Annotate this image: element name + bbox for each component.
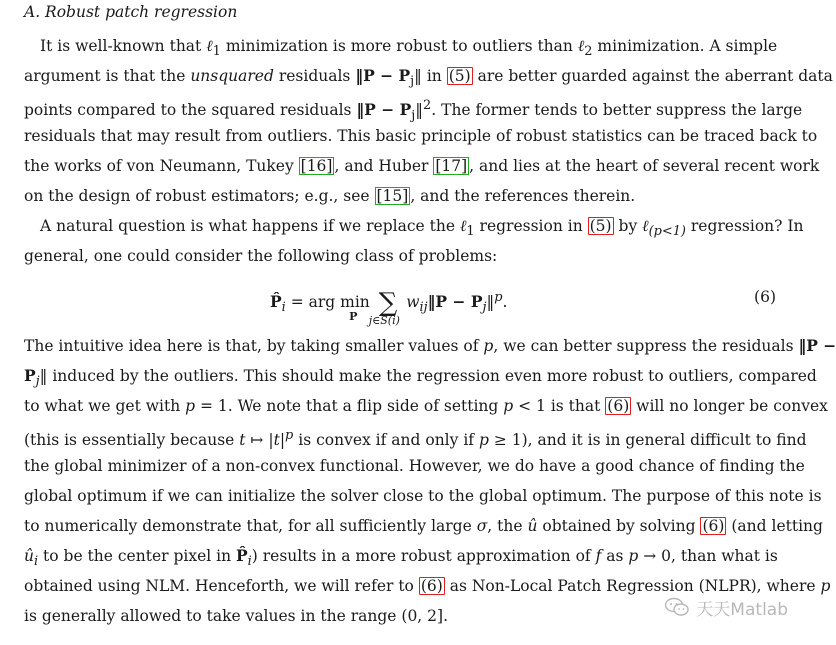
p3-line-6: global optimum if we can initialize the solver close to the global optimum. The purpose of this note is — [24, 487, 822, 505]
p3-line-1: The intuitive idea here is that, by taking smaller values of p, we can better suppress the residuals ‖P − — [24, 336, 836, 355]
p3-line-7: to numerically demonstrate that, for all sufficiently large σ, the û obtained by solving (6) (and letting — [24, 517, 823, 535]
section-heading: A. Robust patch regression — [24, 3, 238, 21]
p1-line-5: the works of von Neumann, Tukey [16] , and Huber [17] , and lies at the heart of several recent work — [24, 157, 820, 175]
p2-line-2: general, one could consider the following class of problems: — [24, 247, 498, 265]
p1-line-2: argument is that the unsquared residuals ‖P − $P_j‖$ in (5) are better guarded against the aberrant data — [24, 66, 833, 90]
equation-ref-link[interactable]: (6) — [607, 397, 630, 415]
equation-number: (6) — [754, 288, 776, 306]
watermark — [664, 594, 788, 620]
wechat-icon — [664, 597, 690, 617]
p3-line-4: (this is essentially because t ↦ $|t|^p$ is convex if and only if p ≥ 1), and it is in general difficult to find — [24, 428, 807, 450]
equation-ref-link[interactable]: (5) — [448, 67, 471, 85]
p3-line-2: $P_j‖$ induced by the outliers. This should make the regression even more robust to outliers, compared — [24, 366, 817, 390]
equation-ref-link[interactable]: (6) — [420, 577, 443, 595]
citation-link[interactable]: [17] — [435, 157, 468, 175]
equation-body: $P̂_i$ = arg min P ∑ j∈S(i) $w_{ij}‖P$ − $P_j‖^p$. — [270, 288, 508, 327]
p1-line-6: on the design of robust estimators; e.g., see [15] , and the references therein. — [24, 187, 636, 205]
p3-line-9: obtained using NLM. Henceforth, we will refer to (6) as Non-Local Patch Regression (NLPR), where p — [24, 577, 831, 595]
p3-line-8: $û_i$ to be the center pixel in $P̂_i$) results in a more robust approximation of f as p → 0, than what is — [24, 546, 778, 570]
citation-link[interactable]: [16] — [300, 157, 333, 175]
watermark-text: 天天Matlab — [696, 599, 788, 620]
citation-link[interactable]: [15] — [376, 187, 409, 205]
equation-6 — [24, 278, 776, 328]
p1-line-1: It is well-known that ℓ$_1$ minimization is more robust to outliers than ℓ$_2$ minimization. A simple — [40, 37, 778, 60]
p1-line-4: residuals that may result from outliers. This basic principle of robust statistics can be traced back to — [24, 127, 818, 145]
p1-line-3: points compared to the squared residuals ‖P − $P_j‖^2$. The former tends to better suppress the large — [24, 98, 803, 124]
p3-line-5: the global minimizer of a non-convex functional. However, we do have a good chance of finding the — [24, 457, 805, 475]
p3-line-3: to what we get with p = 1. We note that a flip side of setting p < 1 is that (6) will no longer be convex — [24, 397, 828, 415]
equation-ref-link[interactable]: (6) — [702, 517, 725, 535]
p2-line-1: A natural question is what happens if we replace the ℓ$_1$ regression in (5) by ℓ$_{(p<1)}$ regression? In — [40, 217, 804, 240]
equation-ref-link[interactable]: (5) — [589, 217, 612, 235]
p3-line-10: is generally allowed to take values in the range (0, 2]. — [24, 607, 448, 625]
